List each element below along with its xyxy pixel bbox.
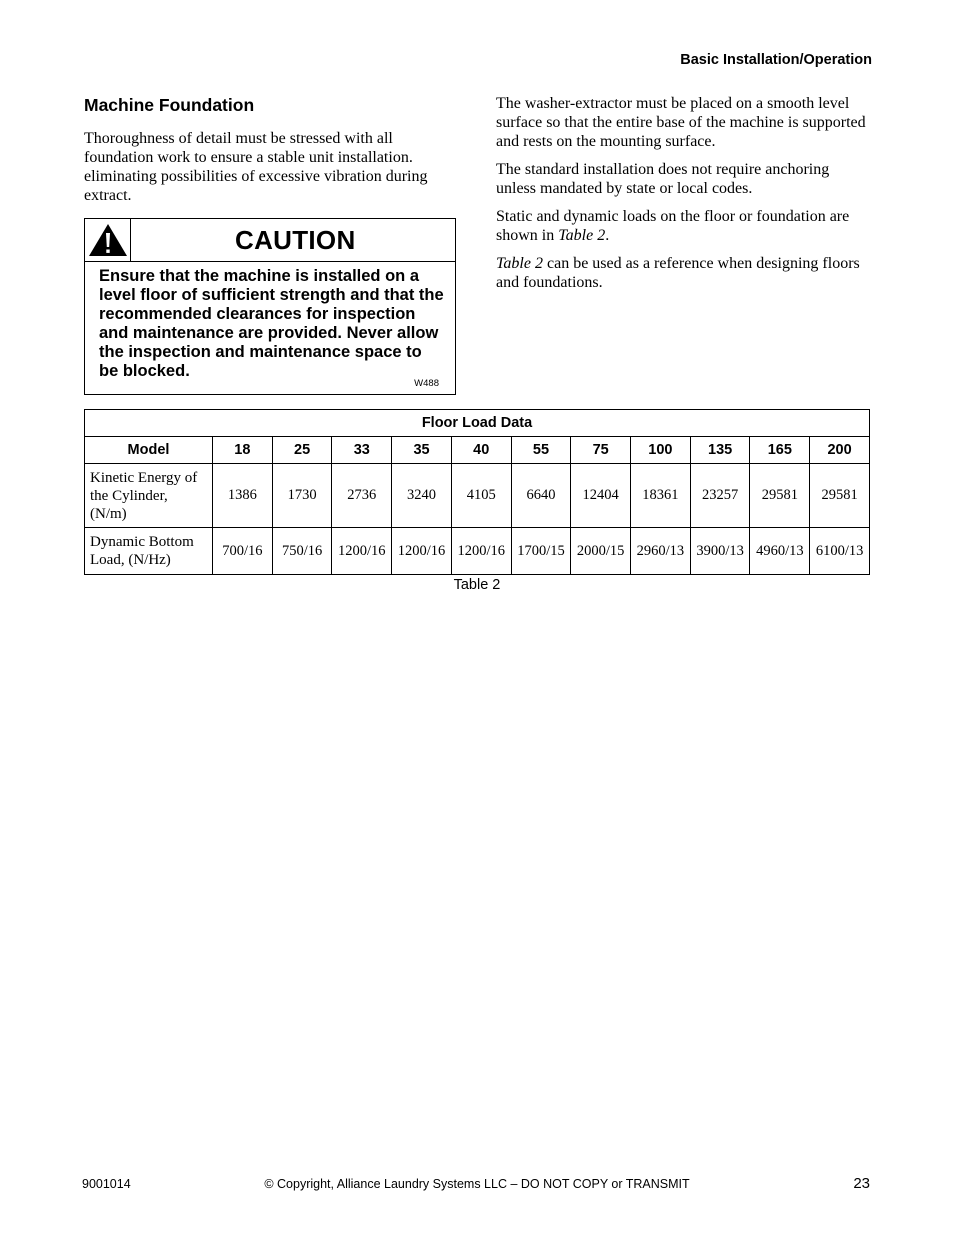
copyright-notice: © Copyright, Alliance Laundry Systems LLC – DO NOT COPY or TRANSMIT — [264, 1177, 690, 1191]
anchoring-paragraph: The standard installation does not require anchoring unless mandated by state or local codes. — [496, 161, 830, 197]
dynamic-cell: 3900/13 — [690, 528, 750, 575]
right-column — [496, 94, 872, 301]
loads-text: Static and dynamic loads on the floor or foundation are shown in — [496, 208, 850, 244]
loads-period: . — [605, 227, 610, 244]
kinetic-label: Kinetic Energy of the Cylinder, (N/m) — [85, 464, 213, 528]
floor-load-table — [84, 409, 870, 575]
kinetic-cell: 6640 — [511, 464, 571, 528]
kinetic-cell: 29581 — [750, 464, 810, 528]
dynamic-cell: 2000/15 — [571, 528, 631, 575]
reference-text: can be used as a reference when designing floors and foundations. — [496, 255, 860, 291]
table-row — [85, 464, 870, 528]
kinetic-cell: 3240 — [392, 464, 452, 528]
kinetic-cell: 4105 — [451, 464, 511, 528]
dynamic-cell: 2960/13 — [631, 528, 691, 575]
table-reference-link[interactable]: Table 2 — [558, 227, 606, 244]
left-column — [84, 94, 458, 215]
loads-paragraph — [496, 207, 872, 245]
model-cell: 33 — [332, 437, 392, 464]
page-number: 23 — [853, 1175, 870, 1192]
model-cell: 35 — [392, 437, 452, 464]
foundation-paragraph: Thoroughness of detail must be stressed with all foundation work to ensure a stable unit installation. eliminating possibilities of excessive vibration during extract. — [84, 129, 428, 204]
kinetic-cell: 12404 — [571, 464, 631, 528]
caution-title: CAUTION — [235, 225, 356, 255]
dynamic-label: Dynamic Bottom Load, (N/Hz) — [85, 528, 213, 575]
dynamic-cell: 700/16 — [213, 528, 273, 575]
section-header: Basic Installation/Operation — [680, 52, 872, 68]
dynamic-cell: 6100/13 — [810, 528, 870, 575]
placement-paragraph: The washer-extractor must be placed on a smooth level surface so that the entire base of the machine is supported and rests on the mounting surface. — [496, 95, 866, 150]
dynamic-cell: 1200/16 — [392, 528, 452, 575]
caution-code: W488 — [414, 378, 439, 389]
kinetic-cell: 18361 — [631, 464, 691, 528]
dynamic-cell: 750/16 — [272, 528, 332, 575]
table-row — [85, 528, 870, 575]
caution-text: Ensure that the machine is installed on a level floor of sufficient strength and that the recommended clearances for inspection and maintenance are provided. Never allow the inspection and maintenance space to be blocked. — [99, 267, 444, 380]
kinetic-cell: 29581 — [810, 464, 870, 528]
caution-box — [84, 218, 456, 395]
dynamic-cell: 1200/16 — [451, 528, 511, 575]
dynamic-cell: 1200/16 — [332, 528, 392, 575]
model-cell: 25 — [272, 437, 332, 464]
doc-number: 9001014 — [82, 1177, 131, 1191]
model-cell: 18 — [213, 437, 273, 464]
table-reference-link[interactable]: Table 2 — [496, 255, 543, 272]
dynamic-cell: 1700/15 — [511, 528, 571, 575]
model-cell: 55 — [511, 437, 571, 464]
kinetic-cell: 1730 — [272, 464, 332, 528]
model-cell: 100 — [631, 437, 691, 464]
kinetic-cell: 1386 — [213, 464, 273, 528]
section-heading: Machine Foundation — [84, 95, 255, 115]
table-header-row — [85, 437, 870, 464]
table-title: Floor Load Data — [85, 410, 870, 437]
kinetic-cell: 23257 — [690, 464, 750, 528]
model-cell: 75 — [571, 437, 631, 464]
dynamic-cell: 4960/13 — [750, 528, 810, 575]
reference-paragraph — [496, 254, 872, 292]
kinetic-cell: 2736 — [332, 464, 392, 528]
warning-triangle-icon — [85, 219, 131, 261]
caution-header — [85, 219, 455, 262]
model-cell: 40 — [451, 437, 511, 464]
model-cell: 135 — [690, 437, 750, 464]
model-cell: 200 — [810, 437, 870, 464]
model-label: Model — [85, 437, 213, 464]
table-caption: Table 2 — [453, 577, 501, 593]
model-cell: 165 — [750, 437, 810, 464]
